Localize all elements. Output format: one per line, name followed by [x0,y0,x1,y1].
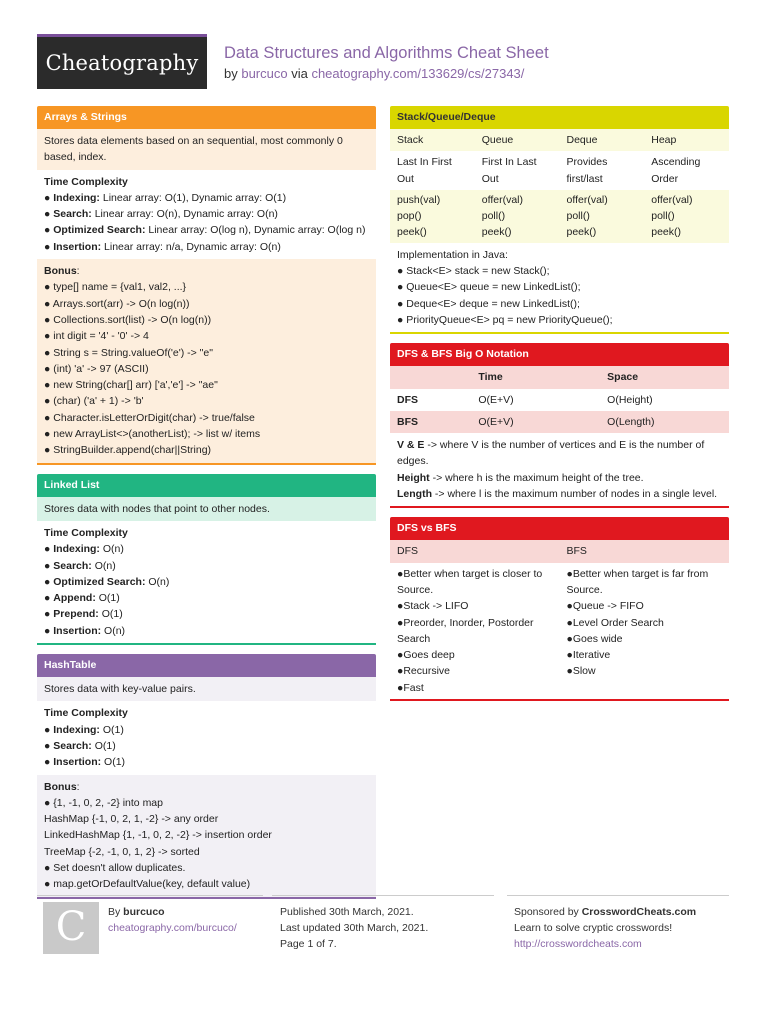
sponsor-tagline: Learn to solve cryptic crosswords! [514,922,673,934]
list-item: ● Insertion: O(1) [44,756,126,769]
section-title: Arrays & Strings [37,106,376,129]
list-item: ● Prepend: O(1) [44,608,123,621]
table-row [390,389,729,411]
list-item: ● Arrays.sort(arr) -> O(n log(n)) [44,297,190,310]
list-item: ●Preorder, Inorder, Postorder Search [397,616,534,645]
list-item: ●Fast [397,681,424,694]
section-title: DFS vs BFS [390,517,729,540]
section-hashtable [37,654,376,899]
list-item: ● Append: O(1) [44,592,120,605]
list-item: ● {1, -1, 0, 2, -2} into map [44,796,163,809]
table-row [390,190,729,243]
list-item: ● Search: O(1) [44,739,116,752]
table-row [390,151,729,190]
tc-heading: Time Complexity [44,526,128,539]
list-item: ● new String(char[] arr) ['a','e'] -> "ae" [44,379,218,392]
tc-heading: Time Complexity [44,175,128,188]
table-cell: BFS [397,415,418,428]
left-column [37,106,376,908]
bigo-table [390,366,729,433]
table-header-cell: Heap [651,134,677,146]
footer-author: By burcuco cheatography.com/burcuco/ [108,906,237,934]
dfs-list [390,563,560,700]
table-cell: offer(val) poll() peek() [566,193,608,239]
footer-dates [280,904,428,952]
list-item: ● Optimized Search: Linear array: O(log n), Dynamic array: O(log n) [44,224,366,237]
list-item: ● new ArrayList<>(anotherList); -> list w/ items [44,428,261,441]
bonus-heading: Bonus [44,265,77,278]
author-link[interactable]: burcuco [241,66,288,81]
section-arrays-strings [37,106,376,465]
list-item: ●Recursive [397,665,451,678]
list-item: ● Optimized Search: O(n) [44,575,170,588]
table-header-row [390,540,729,562]
list-item: ●Queue -> FIFO [566,600,644,613]
updated-date: Last updated 30th March, 2021. [280,922,429,934]
section-stack-queue-deque [390,106,729,334]
table-header-cell: DFS [397,545,418,558]
list-item: ● Stack<E> stack = new Stack(); [397,265,550,278]
list-item: ●Better when target is far from Source. [566,567,709,596]
section-dfs-bfs-big-o [390,343,729,508]
table-header-cell: BFS [566,545,587,558]
published-date: Published 30th March, 2021. [280,906,414,918]
list-item: ● Indexing: O(n) [44,543,124,556]
table-cell: Ascending Order [651,156,701,185]
arrays-time-complexity [37,170,376,259]
sqd-implementation [390,243,729,334]
byline [224,66,524,81]
section-title: DFS & BFS Big O Notation [390,343,729,366]
list-item: ●Iterative [566,649,611,662]
table-header-cell: Deque [566,134,598,146]
table-cell: O(Height) [607,393,653,406]
list-item: ●Better when target is closer to Source. [397,567,543,596]
table-cell: Last In First Out [397,156,452,185]
section-dfs-vs-bfs [390,517,729,701]
table-cell: First In Last Out [481,156,537,185]
footer-author-link[interactable]: cheatography.com/burcuco/ [108,922,237,934]
list-item: ●Stack -> LIFO [397,600,469,613]
table-header-cell: Stack [397,134,424,146]
sponsor-link[interactable]: http://crosswordcheats.com [514,938,642,950]
list-item: ● Character.isLetterOrDigit(char) -> true/false [44,411,255,424]
list-item: ● Insertion: O(n) [44,624,126,637]
list-item: ●Level Order Search [566,616,664,629]
hash-description: Stores data with key-value pairs. [37,677,376,701]
list-item: ● Insertion: Linear array: n/a, Dynamic array: O(n) [44,240,281,253]
table-row [390,563,729,700]
hash-time-complexity [37,701,376,774]
list-item: ● Indexing: O(1) [44,723,124,736]
tc-heading: Time Complexity [44,707,128,720]
table-cell: offer(val) poll() peek() [481,193,523,239]
footer-sponsor: Sponsored by CrosswordCheats.com Learn to solve cryptic crosswords! http://crosswordcheats.com [514,906,697,950]
list-item: ● Indexing: Linear array: O(1), Dynamic array: O(1) [44,191,287,204]
dfs-vs-bfs-table [390,540,729,701]
table-header-cell: Time [478,371,503,384]
list-item: ● map.getOrDefaultValue(key, default value) [44,878,251,891]
table-header-row [390,129,729,151]
bfs-list [560,563,730,700]
list-item: ● Search: O(n) [44,559,116,572]
table-cell: O(E+V) [478,393,514,406]
table-header-row [390,366,729,388]
impl-heading: Implementation in Java: [397,248,508,261]
byline-prefix: by [224,66,242,81]
list-item: ● (int) 'a' -> 97 (ASCII) [44,362,149,375]
table-header-cell: Space [607,371,639,384]
sqd-table [390,129,729,243]
list-item: TreeMap {-2, -1, 0, 1, 2} -> sorted [44,845,200,858]
arrays-description: Stores data elements based on an sequential, most commonly 0 based, index. [37,129,376,170]
footer-divider [507,895,729,896]
list-item: ● Set doesn't allow duplicates. [44,861,186,874]
list-item: ● Search: Linear array: O(n), Dynamic array: O(n) [44,208,278,221]
note: Length -> where l is the maximum number of nodes in a single level. [397,488,718,501]
list-item: ● String s = String.valueOf('e') -> "e" [44,346,213,359]
table-header-cell [390,366,471,388]
table-cell: offer(val) poll() peek() [651,193,693,239]
page-number: Page 1 of 7. [280,938,337,950]
bigo-notes [390,433,729,508]
list-item: ● (char) ('a' + 1) -> 'b' [44,395,144,408]
bonus-heading: Bonus [44,780,77,793]
table-header-cell: Queue [481,134,514,146]
page-title: Data Structures and Algorithms Cheat Sheet [224,44,549,62]
avatar: C [43,902,99,954]
list-item: ● int digit = '4' - '0' -> 4 [44,330,149,343]
table-cell: Provides first/last [566,156,608,185]
list-item: ●Goes wide [566,632,623,645]
list-item: ● Collections.sort(list) -> O(n log(n)) [44,313,212,326]
footer-author-name[interactable]: burcuco [123,906,165,918]
section-title: Linked List [37,474,376,497]
linked-time-complexity [37,521,376,645]
hash-bonus: Bonus: ● {1, -1, 0, 2, -2} into map HashMap {-1, 0, 2, 1, -2} -> any order LinkedHashMap {1, -1, 0, 2, -2} -> insertion order TreeMap {-2, -1, 0, 1, 2} -> sorted ● Set doesn't allow duplicates. ● map.getOrDefaultValue(key, default value) [37,775,376,899]
arrays-bonus: Bonus: ● type[] name = {val1, val2, ...} ● Arrays.sort(arr) -> O(n log(n)) ● Collections.sort(list) -> O(n log(n)) ● int digit = '4' - '0' -> 4 ● String s = String.valueOf('e') -> "e" ● (int) 'a' -> 97 (ASCII) ● new String(char[] arr) ['a','e'] -> "ae" ● (char) ('a' + 1) -> 'b' ● Character.isLetterOrDigit(char) -> true/false ● new ArrayList<>(anotherList); -> list w/ items ● StringBuilder.append(char||String) [37,259,376,465]
linked-description: Stores data with nodes that point to other nodes. [37,497,376,521]
list-item: ●Slow [566,665,596,678]
list-item: ● PriorityQueue<E> pq = new PriorityQueue(); [397,313,613,326]
cheatography-logo[interactable]: Cheatography [37,37,207,89]
note: Height -> where h is the maximum height of the tree. [397,471,644,484]
table-cell: push(val) pop() peek() [397,193,441,239]
table-row [390,411,729,433]
table-cell: O(E+V) [478,415,514,428]
list-item: ● Deque<E> deque = new LinkedList(); [397,297,580,310]
footer-divider [37,895,263,896]
list-item: ● StringBuilder.append(char||String) [44,444,212,457]
byline-via: via [287,66,312,81]
sheet-url-link[interactable]: cheatography.com/133629/cs/27343/ [311,66,525,81]
list-item: ● type[] name = {val1, val2, ...} [44,281,187,294]
right-column [390,106,729,710]
section-title: Stack/Queue/Deque [390,106,729,129]
list-item: HashMap {-1, 0, 2, 1, -2} -> any order [44,813,219,826]
table-cell: DFS [397,393,418,406]
section-title: HashTable [37,654,376,677]
table-cell: O(Length) [607,415,655,428]
list-item: ● Queue<E> queue = new LinkedList(); [397,281,581,294]
list-item: ●Goes deep [397,649,455,662]
footer-divider [272,895,494,896]
sponsor-name[interactable]: CrosswordCheats.com [581,906,697,918]
note: V & E -> where V is the number of vertices and E is the number of edges. [397,439,705,468]
list-item: LinkedHashMap {1, -1, 0, 2, -2} -> insertion order [44,829,272,842]
section-linked-list [37,474,376,645]
